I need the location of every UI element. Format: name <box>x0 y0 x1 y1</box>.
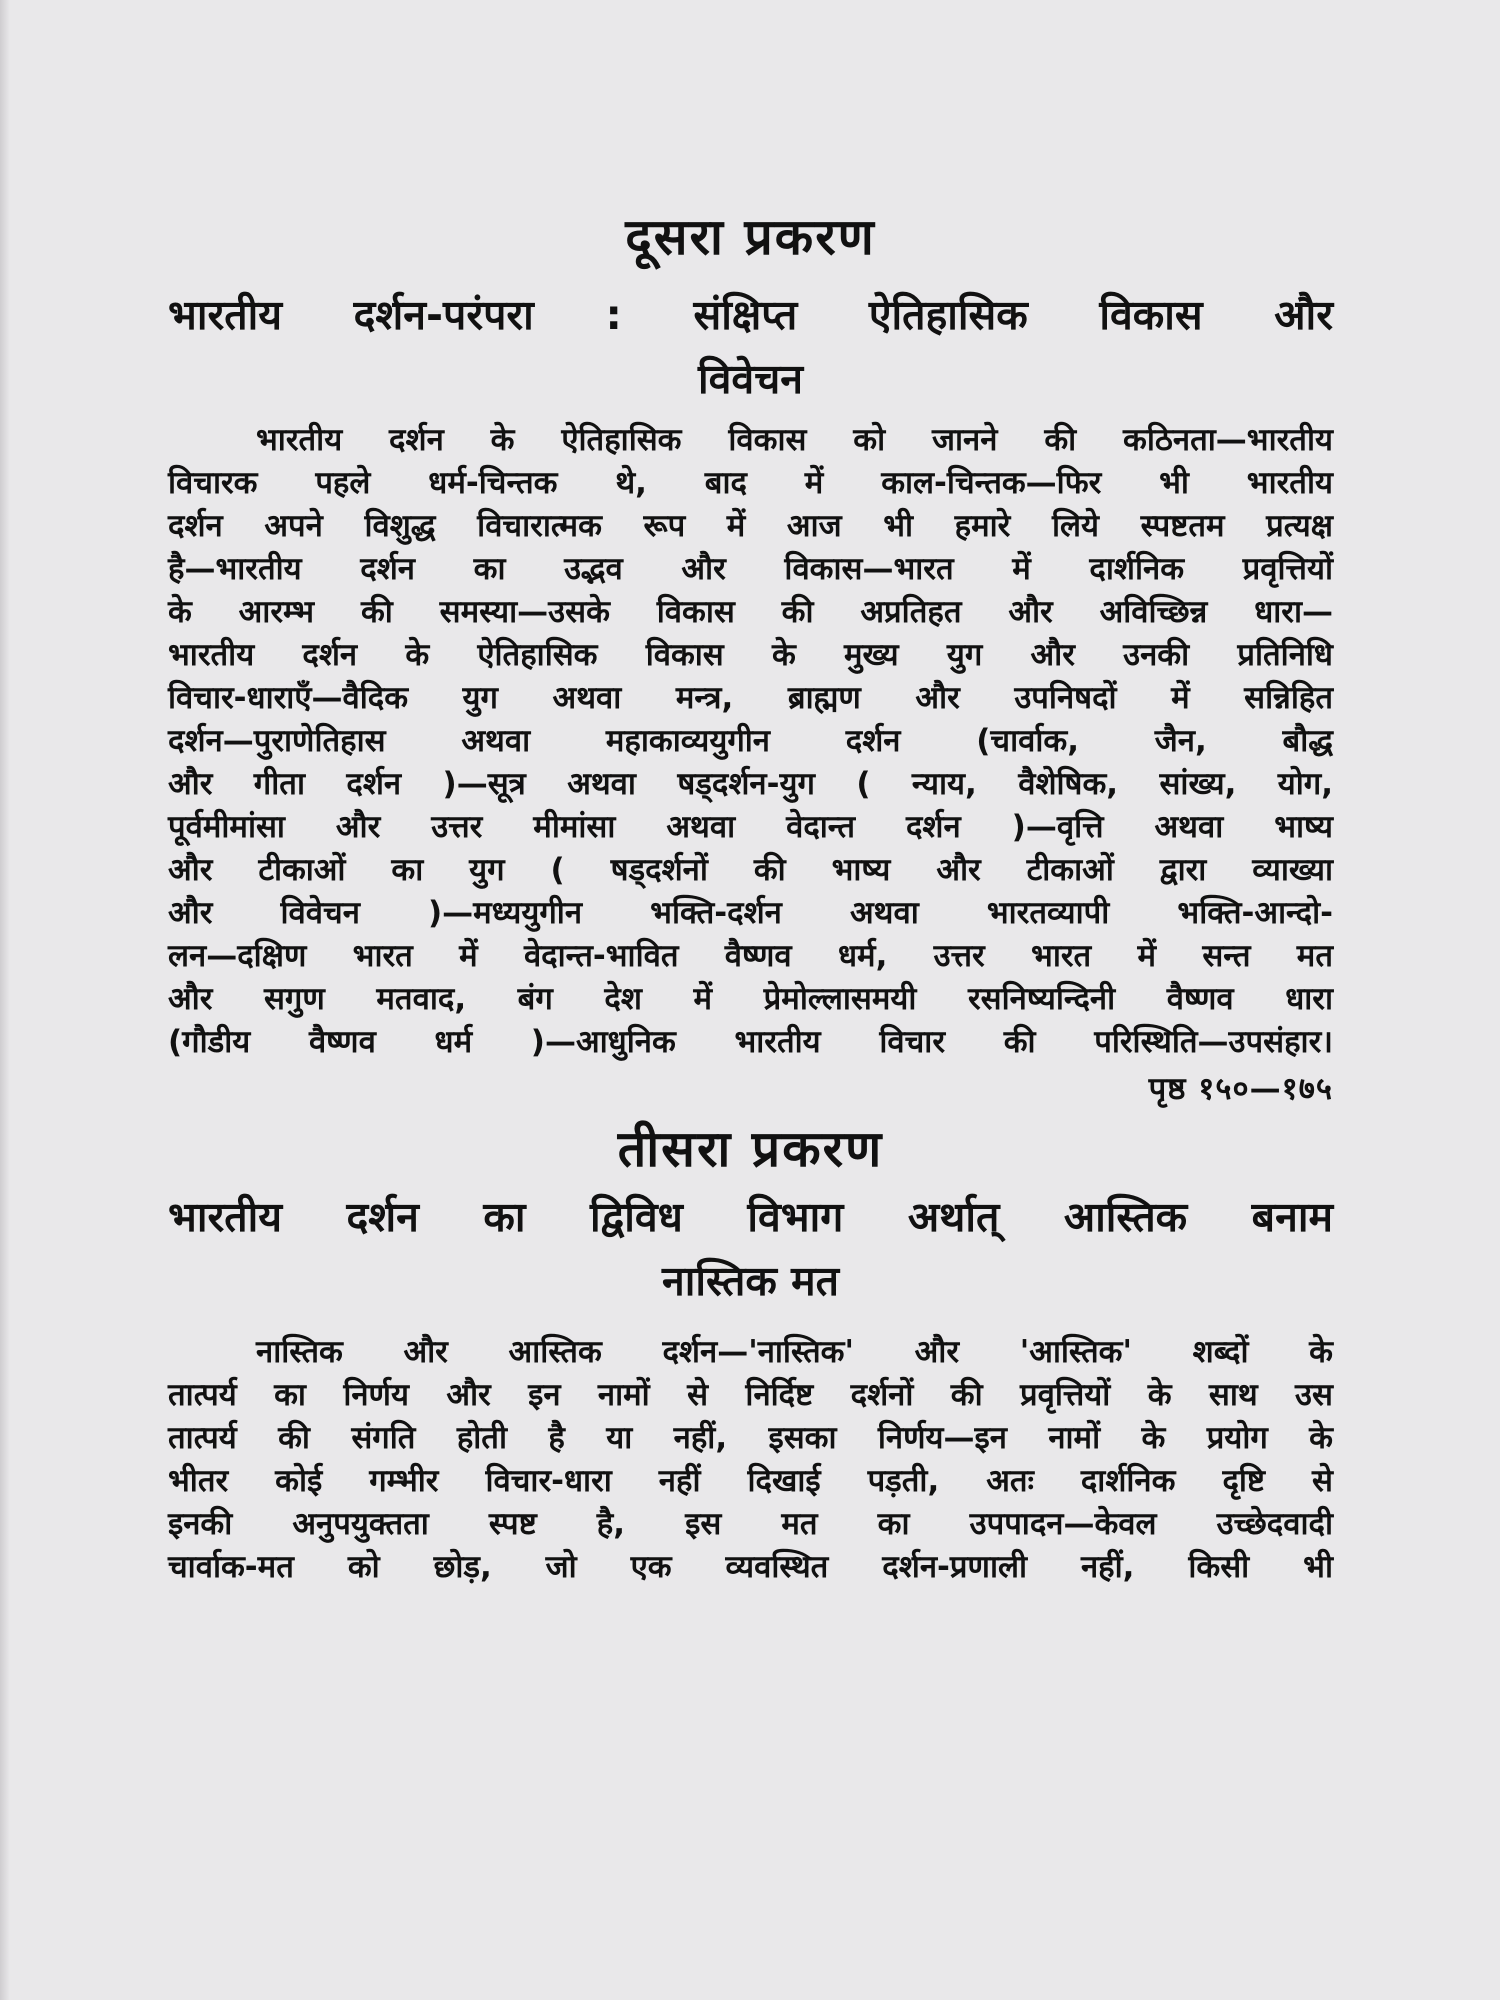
summary-line: पूर्वमीमांसा और उत्तर मीमांसा अथवा वेदान्त दर्शन )—वृत्ति अथवा भाष्य <box>168 809 1333 845</box>
summary-line: इनकी अनुपयुक्तता स्पष्ट है, इस मत का उपपादन—केवल उच्छेदवादी <box>168 1506 1333 1542</box>
summary-line: और विवेचन )—मध्ययुगीन भक्ति-दर्शन अथवा भारतव्यापी भक्ति-आन्दो- <box>168 895 1333 931</box>
summary-line: चार्वाक-मत को छोड़, जो एक व्यवस्थित दर्शन-प्रणाली नहीं, किसी भी <box>168 1549 1333 1585</box>
page-content <box>168 205 1333 1589</box>
chapter-3-heading-line-2: नास्तिक मत <box>662 1257 839 1305</box>
chapter-2-summary <box>168 419 1333 1064</box>
summary-line: और टीकाओं का युग ( षड्दर्शनों की भाष्य और टीकाओं द्वारा व्याख्या <box>168 852 1333 888</box>
summary-line: दर्शन—पुराणेतिहास अथवा महाकाव्ययुगीन दर्शन (चार्वाक, जैन, बौद्ध <box>168 723 1333 759</box>
summary-line: तात्पर्य की संगति होती है या नहीं, इसका निर्णय—इन नामों के प्रयोग के <box>168 1420 1333 1456</box>
summary-line: के आरम्भ की समस्या—उसके विकास की अप्रतिहत और अविच्छिन्न धारा— <box>168 594 1333 630</box>
summary-line: विचारक पहले धर्म-चिन्तक थे, बाद में काल-चिन्तक—फिर भी भारतीय <box>168 465 1333 501</box>
chapter-3-summary <box>168 1331 1333 1589</box>
summary-line: तात्पर्य का निर्णय और इन नामों से निर्दिष्ट दर्शनों की प्रवृत्तियों के साथ उस <box>168 1377 1333 1413</box>
summary-line: और सगुण मतवाद, बंग देश में प्रेमोल्लासमयी रसनिष्यन्दिनी वैष्णव धारा <box>168 981 1333 1017</box>
summary-line: नास्तिक और आस्तिक दर्शन—'नास्तिक' और 'आस्तिक' शब्दों के <box>256 1334 1333 1370</box>
chapter-2-heading <box>168 283 1333 411</box>
chapter-2-title: दूसरा प्रकरण <box>625 208 876 266</box>
summary-line: (गौडीय वैष्णव धर्म )—आधुनिक भारतीय विचार की परिस्थिति—उपसंहार। <box>168 1024 1333 1060</box>
summary-line: भारतीय दर्शन के ऐतिहासिक विकास के मुख्य युग और उनकी प्रतिनिधि <box>168 637 1333 673</box>
summary-line: भारतीय दर्शन के ऐतिहासिक विकास को जानने की कठिनता—भारतीय <box>256 422 1333 458</box>
summary-line: है—भारतीय दर्शन का उद्भव और विकास—भारत में दार्शनिक प्रवृत्तियों <box>168 551 1333 587</box>
page-edge <box>0 0 10 2000</box>
chapter-3-heading <box>168 1185 1333 1313</box>
chapter-2-heading-line-1: भारतीय दर्शन-परंपरा : संक्षिप्त ऐतिहासिक विकास और <box>168 291 1333 339</box>
summary-line: लन—दक्षिण भारत में वेदान्त-भावित वैष्णव धर्म, उत्तर भारत में सन्त मत <box>168 938 1333 974</box>
summary-line: दर्शन अपने विशुद्ध विचारात्मक रूप में आज भी हमारे लिये स्पष्टतम प्रत्यक्ष <box>168 508 1333 544</box>
summary-line: और गीता दर्शन )—सूत्र अथवा षड्दर्शन-युग ( न्याय, वैशेषिक, सांख्य, योग, <box>168 766 1333 802</box>
chapter-3-heading-line-1: भारतीय दर्शन का द्विविध विभाग अर्थात् आस्तिक बनाम <box>168 1193 1333 1241</box>
page-range: पृष्ठ १५०—१७५ <box>1148 1071 1333 1107</box>
summary-line: भीतर कोई गम्भीर विचार-धारा नहीं दिखाई पड़ती, अतः दार्शनिक दृष्टि से <box>168 1463 1333 1499</box>
chapter-2-heading-line-2: विवेचन <box>697 355 803 403</box>
chapter-3-title: तीसरा प्रकरण <box>617 1120 884 1178</box>
summary-line: विचार-धाराएँ—वैदिक युग अथवा मन्त्र, ब्राह्मण और उपनिषदों में सन्निहित <box>168 680 1333 716</box>
